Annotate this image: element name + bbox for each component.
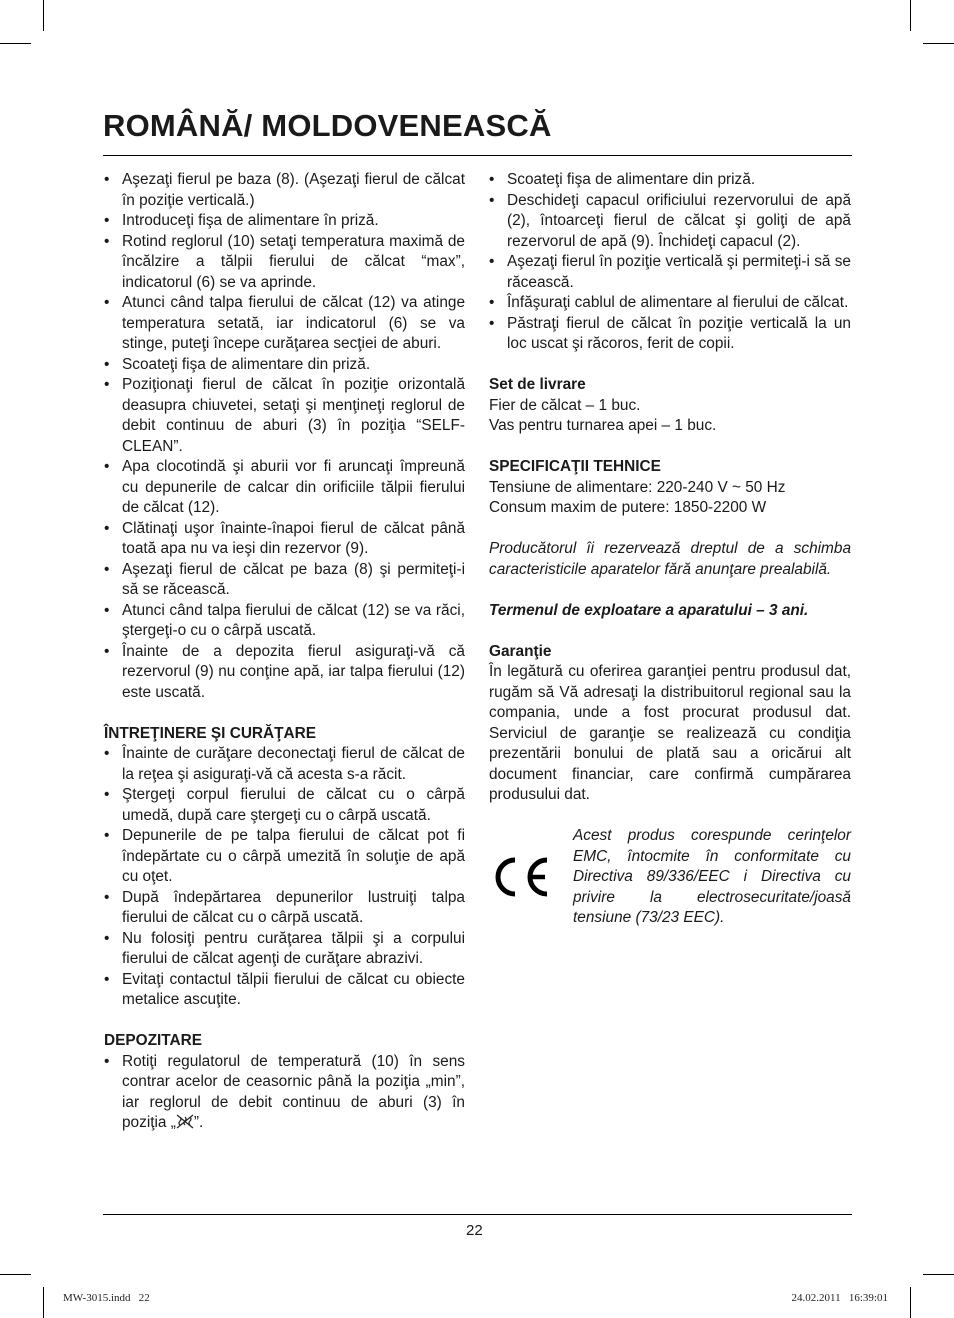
storage-heading: DEPOZITARE [104, 1032, 203, 1049]
compliance-block [489, 826, 851, 929]
warranty-heading: Garanţie [489, 642, 552, 660]
disclaimer-text: Producătorul îi rezervează dreptul de a schimba caracteristicile aparatelor fără anunţare prealabilă. [489, 540, 851, 578]
delivery-line: Vas pentru turnarea apei – 1 buc. [489, 417, 717, 434]
delivery-heading: Set de livrare [489, 376, 586, 393]
specs-heading: SPECIFICAŢII TEHNICE [489, 458, 661, 475]
crop-mark [43, 1287, 44, 1318]
list-item: • Înainte de curăţare deconectaţi fierul de călcat de la reţea şi asiguraţi-vă că acesta s-a răcit. [104, 744, 465, 785]
list-item: • Rotind reglorul (10) setaţi temperatura maximă de încălzire a tălpii fierului de călcat “max”, indicatorul (6) se va aprinde. [104, 232, 465, 294]
list-item: • Introduceţi fişa de alimentare în priză. [104, 211, 465, 232]
page-number: 22 [466, 1222, 483, 1239]
right-column [489, 170, 851, 929]
specs-line: Consum maxim de putere: 1850-2200 W [489, 499, 767, 516]
list-item: • Evitaţi contactul tălpii fierului de călcat cu obiecte metalice ascuţite. [104, 970, 465, 1011]
crop-mark [910, 1287, 911, 1318]
compliance-text: Acest produs corespunde cerinţelor EMC, întocmite în conformitate cu Directiva 89/336/EEC i Directiva cu privire la electrosecuritate/joasă tensiune (73/23 EEC). [573, 827, 851, 926]
crop-mark [910, 0, 911, 31]
list-item: • Păstraţi fierul de călcat în poziţie verticală la un loc uscat şi răcoros, ferit de copii. [489, 314, 851, 355]
storage-continued-list [489, 170, 851, 355]
list-item: • Aşezaţi fierul de călcat pe baza (8) şi permiteţi-i să se răcească. [104, 560, 465, 601]
list-item: • Apa clocotindă şi aburii vor fi aruncaţi împreună cu depunerile de calcar din orificiile tălpii fierului de călcat (12). [104, 457, 465, 519]
list-item: • După îndepărtarea depunerilor lustruiţi talpa fierului de călcat cu o cârpă uscată. [104, 888, 465, 929]
crop-mark [923, 43, 954, 44]
list-item: • Aşezaţi fierul în poziţie verticală şi permiteţi-i să se răcească. [489, 252, 851, 293]
list-item: • Ştergeţi corpul fierului de călcat cu o cârpă umedă, după care ştergeţi cu o cârpă uscată. [104, 785, 465, 826]
list-item: • Atunci când talpa fierului de călcat (12) se va răci, ştergeţi-o cu o cârpă uscată. [104, 601, 465, 642]
list-item: • Scoateţi fişa de alimentare din priză. [104, 355, 465, 376]
cleaning-steps-list [104, 170, 465, 703]
left-column [104, 170, 465, 1136]
footer-divider [103, 1214, 852, 1215]
list-item: • Scoateţi fişa de alimentare din priză. [489, 170, 851, 191]
maintenance-list [104, 744, 465, 1011]
title-divider [103, 155, 852, 156]
list-item: • Înfăşuraţi cablul de alimentare al fierului de călcat. [489, 293, 851, 314]
crop-mark [0, 43, 31, 44]
list-item: • Poziţionaţi fierul de călcat în poziţie orizontală deasupra chiuvetei, setaţi şi menţineţi reglorul de debit continuu de aburi (3) în poziţia “SELF-CLEAN”. [104, 375, 465, 457]
list-item: • Înainte de a depozita fierul asiguraţi-vă că rezervorul (9) nu conţine apă, iar talpa fierului (12) este uscată. [104, 642, 465, 704]
lifetime-text: Termenul de exploatare a aparatului – 3 ani. [489, 601, 809, 619]
ce-mark-icon [489, 826, 573, 929]
list-item: • Atunci când talpa fierului de călcat (12) va atinge temperatura setată, iar indicatorul (6) se va stinge, puteţi începe curăţarea secţiei de aburi. [104, 293, 465, 355]
crop-mark [43, 0, 44, 31]
no-steam-icon [176, 1114, 194, 1136]
crop-mark [0, 1274, 31, 1275]
page-title: ROMÂNĂ/ MOLDOVENEASCĂ [103, 108, 552, 143]
list-item-text: Rotiţi regulatorul de temperatură (10) în sens contrar acelor de ceasornic până la poziţia „min”, iar reglorul de debit continuu de aburi (3) în poziţia „ [122, 1052, 465, 1131]
list-item: • Clătinaţi uşor înainte-înapoi fierul de călcat până toată apa nu va ieşi din rezervor (9). [104, 519, 465, 560]
warranty-text: În legătură cu oferirea garanţiei pentru produsul dat, rugăm să Vă adresaţi la distribuitorul regional sau la compania, unde a fost procurat produsul dat. Serviciul de garanţie se realizează cu condiţia prezentării bonului de plată sau a oricărui alt document financiar, care confirmă cumpărarea produsului dat. [489, 663, 851, 803]
specs-line: Tensiune de alimentare: 220-240 V ~ 50 Hz [489, 478, 786, 496]
crop-mark [923, 1274, 954, 1275]
maintenance-heading: ÎNTREŢINERE ŞI CURĂŢARE [104, 724, 317, 742]
list-item: • Depunerile de pe talpa fierului de călcat pot fi îndepărtate cu o cârpă umezită în soluţie de apă cu oţet. [104, 826, 465, 888]
delivery-line: Fier de călcat – 1 buc. [489, 396, 641, 414]
list-item: • Aşezaţi fierul pe baza (8). (Aşezaţi fierul de călcat în poziţie verticală.) [104, 170, 465, 211]
file-name: MW-3015.indd 22 [63, 1292, 150, 1304]
list-item [104, 1052, 465, 1136]
list-item: • Nu folosiţi pentru curăţarea tălpii şi a corpului fierului de călcat agenţi de curăţare abrazivi. [104, 929, 465, 970]
print-timestamp: 24.02.2011 16:39:01 [791, 1292, 888, 1304]
list-item: • Deschideţi capacul orificiului rezervorului de apă (2), întoarceţi fierul de călcat şi goliţi de apă rezervorul de apă (9). Închideţi capacul (2). [489, 191, 851, 253]
list-item-suffix: ”. [193, 1114, 204, 1131]
storage-list [104, 1052, 465, 1136]
